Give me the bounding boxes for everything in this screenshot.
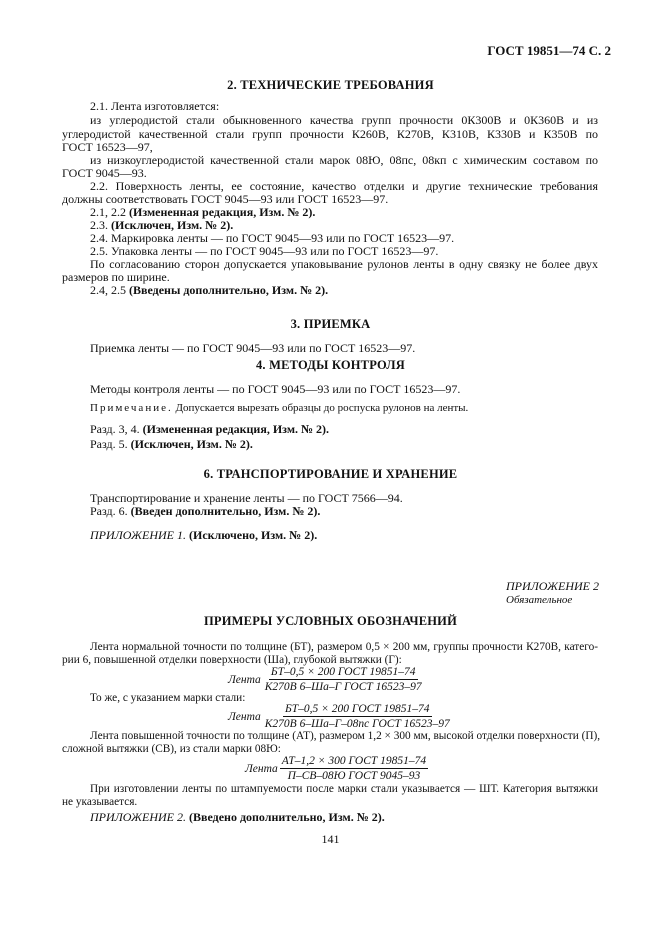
section-6-title: 6. ТРАНСПОРТИРОВАНИЕ И ХРАНЕНИЕ — [203, 467, 458, 481]
para-amend-2-4-2-5: 2.4, 2.5 (Введены дополнительно, Изм. № 2). — [90, 283, 329, 297]
formula-2-numerator: БТ–0,5 × 200 ГОСТ 19851–74 — [284, 703, 430, 715]
para-amend-5: Разд. 5. (Исключен, Изм. № 2). — [90, 437, 253, 451]
formula-1 — [228, 666, 424, 693]
appendix-2-note: ПРИЛОЖЕНИЕ 2. (Введено дополнительно, Изм. № 2). — [90, 810, 385, 824]
formula-2 — [228, 703, 452, 730]
section-4-title: 4. МЕТОДЫ КОНТРОЛЯ — [255, 358, 406, 372]
para-agree-l1: По согласованию сторон допускается упаковывание рулонов ленты в одну связку не более двух — [90, 257, 598, 271]
header-gost: ГОСТ 19851—74 С. 2 — [487, 43, 611, 58]
example-3-l1: Лента повышенной точности по толщине (АТ), размером 1,2 × 300 мм, высокой отделки поверхности (П), — [90, 730, 601, 742]
appendix-1-note: ПРИЛОЖЕНИЕ 1. (Исключено, Изм. № 2). — [90, 528, 318, 542]
para-6: Транспортирование и хранение ленты — по ГОСТ 7566—94. — [90, 491, 403, 505]
para-amend-3-4: Разд. 3, 4. (Измененная редакция, Изм. № 2). — [90, 422, 330, 436]
formula-2-label: Лента — [228, 710, 261, 723]
page-number: 141 — [321, 832, 340, 846]
section-2-title: 2. ТЕХНИЧЕСКИЕ ТРЕБОВАНИЯ — [227, 78, 434, 92]
example-4-l2: не указывается. — [62, 796, 138, 808]
para-2-1-b-l1: из низкоуглеродистой качественной стали марок 08Ю, 08пс, 08кп с химическим составом по — [90, 153, 598, 167]
para-amend-6: Разд. 6. (Введен дополнительно, Изм. № 2). — [90, 504, 321, 518]
para-4: Методы контроля ленты — по ГОСТ 9045—93 или по ГОСТ 16523—97. — [90, 382, 461, 396]
appendix-2-type: Обязательное — [506, 594, 573, 606]
formula-3-numerator: АТ–1,2 × 300 ГОСТ 19851–74 — [281, 755, 427, 767]
appendix-2-title: ПРИМЕРЫ УСЛОВНЫХ ОБОЗНАЧЕНИЙ — [203, 614, 458, 628]
formula-2-fraction — [263, 703, 452, 730]
note-4: Примечание. Допускается вырезать образцы до роспуска рулонов на ленты. — [90, 402, 469, 414]
formula-3-label: Лента — [245, 762, 278, 775]
formula-3 — [245, 755, 428, 782]
para-3: Приемка ленты — по ГОСТ 9045—93 или по ГОСТ 16523—97. — [90, 341, 416, 355]
formula-1-denominator: К270В 6–Ша–Г ГОСТ 16523–97 — [264, 681, 422, 693]
para-2-4: 2.4. Маркировка ленты — по ГОСТ 9045—93 или по ГОСТ 16523—97. — [90, 231, 455, 245]
para-2-1-b-l2: ГОСТ 9045—93. — [62, 166, 147, 180]
formula-1-numerator: БТ–0,5 × 200 ГОСТ 19851–74 — [270, 666, 416, 678]
para-2-1: 2.1. Лента изготовляется: — [90, 99, 220, 113]
formula-1-fraction — [263, 666, 424, 693]
example-4-l1: При изготовлении ленты по штампуемости после марки стали указывается — ШТ. Категория вытяжки — [90, 783, 598, 795]
para-2-3: 2.3. (Исключен, Изм. № 2). — [90, 218, 234, 232]
para-2-1-a-l1: из углеродистой стали обыкновенного качества групп прочности 0К300В и 0К360В и из — [90, 113, 598, 127]
example-3-l2: сложной вытяжки (СВ), из стали марки 08Ю: — [62, 743, 281, 755]
para-amend-2-1-2-2: 2.1, 2.2 (Измененная редакция, Изм. № 2). — [90, 205, 316, 219]
formula-2-denominator: К270В 6–Ша–Г–08пс ГОСТ 16523–97 — [264, 718, 450, 730]
formula-3-fraction — [280, 755, 428, 782]
para-2-2-l2: должны соответствовать ГОСТ 9045—93 или ГОСТ 16523—97. — [62, 192, 389, 206]
example-1-l1: Лента нормальной точности по толщине (БТ), размером 0,5 × 200 мм, группы прочности К270В, катего- — [90, 641, 598, 653]
example-2: То же, с указанием марки стали: — [90, 692, 246, 704]
formula-3-denominator: П–СВ–08Ю ГОСТ 9045–93 — [287, 770, 421, 782]
example-1-l2: рии 6, повышенной отделки поверхности (Ша), глубокой вытяжки (Г): — [62, 654, 402, 666]
para-agree-l2: размеров по ширине. — [62, 270, 170, 284]
para-2-1-a-l3: ГОСТ 16523—97, — [62, 140, 153, 154]
formula-1-label: Лента — [228, 673, 261, 686]
appendix-2-label: ПРИЛОЖЕНИЕ 2 — [506, 579, 599, 593]
para-2-5: 2.5. Упаковка ленты — по ГОСТ 9045—93 или по ГОСТ 16523—97. — [90, 244, 439, 258]
para-2-2-l1: 2.2. Поверхность ленты, ее состояние, качество отделки и другие технические требования — [90, 179, 598, 193]
section-3-title: 3. ПРИЕМКА — [290, 317, 371, 331]
para-2-1-a-l2: углеродистой качественной стали групп прочности К260В, К270В, К310В, К330В и К350В по — [62, 127, 598, 141]
